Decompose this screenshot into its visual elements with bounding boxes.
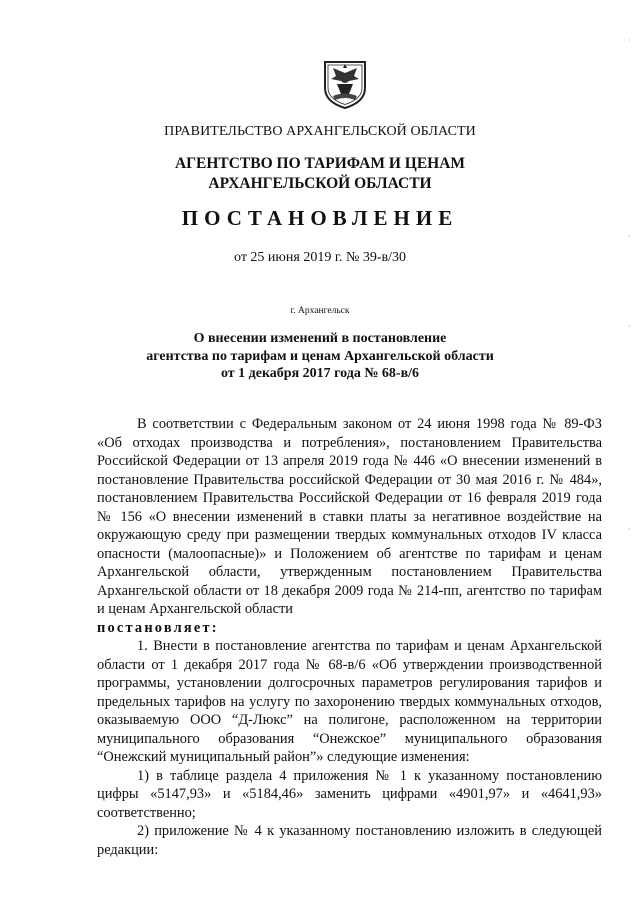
coat-of-arms-emblem (319, 58, 371, 110)
subitem-1-paragraph: 1) в таблице раздела 4 приложения № 1 к указанному постановлению цифры «5147,93» и «5184,46» заменить цифрами «4901,97» и «4641,93» соответственно; (97, 767, 602, 821)
subject-line-3: от 1 декабря 2017 года № 68-в/6 (220, 366, 420, 381)
margin-dot: · (628, 322, 631, 331)
margin-dot: · (628, 232, 631, 241)
agency-heading (0, 154, 640, 194)
subitem-2-paragraph: 2) приложение № 4 к указанному постановлению изложить в следующей редакции: (97, 823, 602, 858)
document-type-title: ПОСТАНОВЛЕНИЕ (181, 206, 459, 230)
document-city: г. Архангельск (290, 306, 350, 316)
document-date-number: от 25 июня 2019 г. № 39-в/30 (234, 250, 406, 265)
subject-line-1: О внесении изменений в постановление (193, 331, 447, 346)
margin-dot: · (628, 36, 631, 45)
item-1-paragraph: 1. Внести в постановление агентства по тарифам и ценам Архангельской области от 1 декабря 2017 года № 68-в/6 «Об утверждении производственной программы, установлении долгосрочных параметров регулирования тарифов и предельных тарифов на услугу по захоронению твердых коммунальных отходов, оказываемую ООО “Д-Люкс” на полигоне, расположенном на территории муниципального образования “Онежское” муниципального образования “Онежский муниципальный район”» следующие изменения: (97, 638, 602, 765)
preamble-paragraph: В соответствии с Федеральным законом от 24 июня 1998 года № 89-ФЗ «Об отходах производства и потребления», постановлением Правительства Российской Федерации от 13 апреля 2019 года № 446 «О внесении изменений в постановление Правительства российской Федерации от 30 мая 2016 г. № 484», постановлением Правительства Российской Федерации от 16 февраля 2019 года № 156 «О внесении изменений в ставки платы за негативное воздействие на окружающую среду при размещении твердых коммунальных отходов IV класса опасности (малоопасные)» и Положением об агентстве по тарифам и ценам Архангельской области, утвержденным постановлением Правительства Архангельской области от 18 декабря 2009 года № 214-пп, агентство по тарифам и ценам Архангельской области (97, 416, 602, 617)
document-body (97, 415, 602, 859)
resolves-keyword: постановляет: (97, 619, 219, 636)
agency-heading-line-2: АРХАНГЕЛЬСКОЙ ОБЛАСТИ (208, 175, 432, 192)
government-heading: ПРАВИТЕЛЬСТВО АРХАНГЕЛЬСКОЙ ОБЛАСТИ (164, 124, 476, 139)
agency-heading-line-1: АГЕНТСТВО ПО ТАРИФАМ И ЦЕНАМ (174, 155, 466, 172)
subject-line-2: агентства по тарифам и ценам Архангельской области (146, 348, 494, 364)
margin-dot: · (628, 525, 631, 534)
document-subject (0, 330, 640, 383)
